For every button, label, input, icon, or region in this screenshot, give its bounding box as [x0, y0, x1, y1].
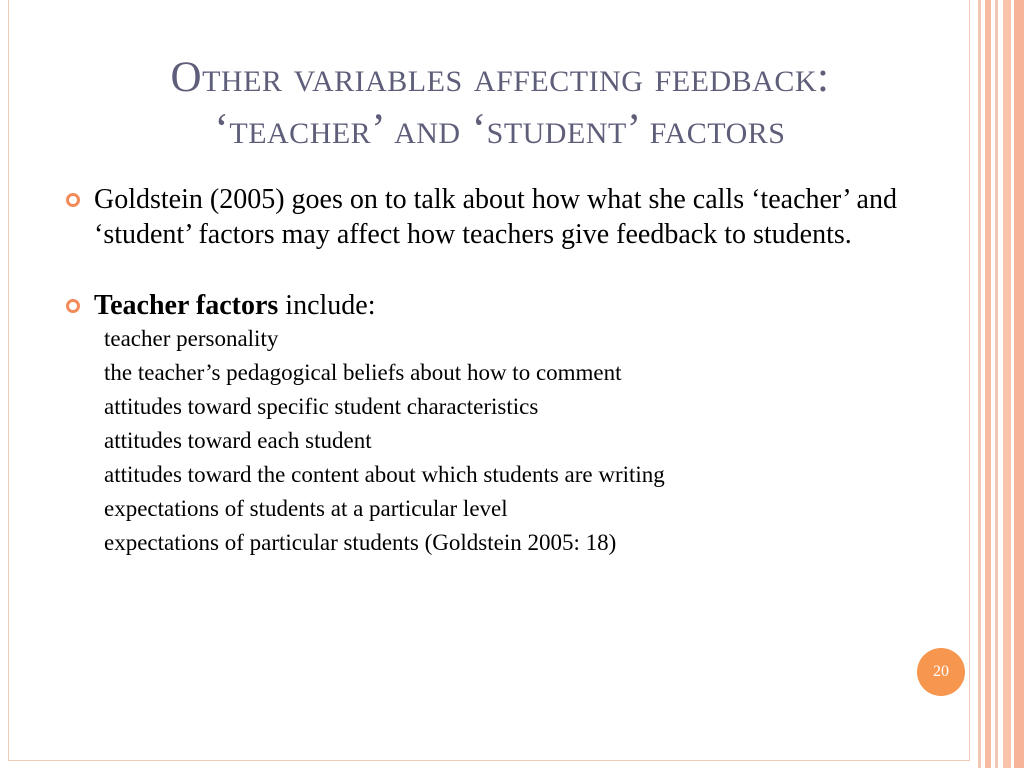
list-item: expectations of students at a particular level — [104, 496, 508, 521]
bullet-teacher-factors — [66, 288, 926, 323]
list-item: attitudes toward the content about which students are writing — [104, 462, 665, 487]
bullet-strong-text: Teacher factors — [94, 290, 279, 321]
list-item: the teacher’s pedagogical beliefs about how to comment — [104, 360, 622, 385]
bullet-text: include: — [278, 290, 376, 321]
decorative-stripe — [1003, 0, 1011, 768]
slide-title-line-2: ‘teacher’ and ‘student’ factors — [214, 106, 786, 153]
teacher-factors-list — [66, 327, 926, 555]
circle-bullet-icon — [66, 299, 80, 313]
bullet-goldstein — [66, 182, 926, 252]
list-item: attitudes toward each student — [104, 428, 372, 453]
bullet-text: Goldstein (2005) goes on to talk about how what she calls ‘teacher’ and ‘student’ factors may affect how teachers give feedback to students. — [94, 184, 897, 250]
decorative-stripe — [1014, 0, 1024, 768]
slide-title — [0, 52, 1000, 156]
list-item: expectations of particular students (Goldstein 2005: 18) — [104, 530, 617, 555]
list-item: teacher personality — [104, 326, 279, 351]
slide-title-line-1: Other variables affecting feedback: — [170, 54, 830, 101]
list-item: attitudes toward specific student characteristics — [104, 394, 539, 419]
circle-bullet-icon — [66, 193, 80, 207]
page-number-badge: 20 — [917, 648, 965, 696]
slide-content — [66, 182, 926, 565]
